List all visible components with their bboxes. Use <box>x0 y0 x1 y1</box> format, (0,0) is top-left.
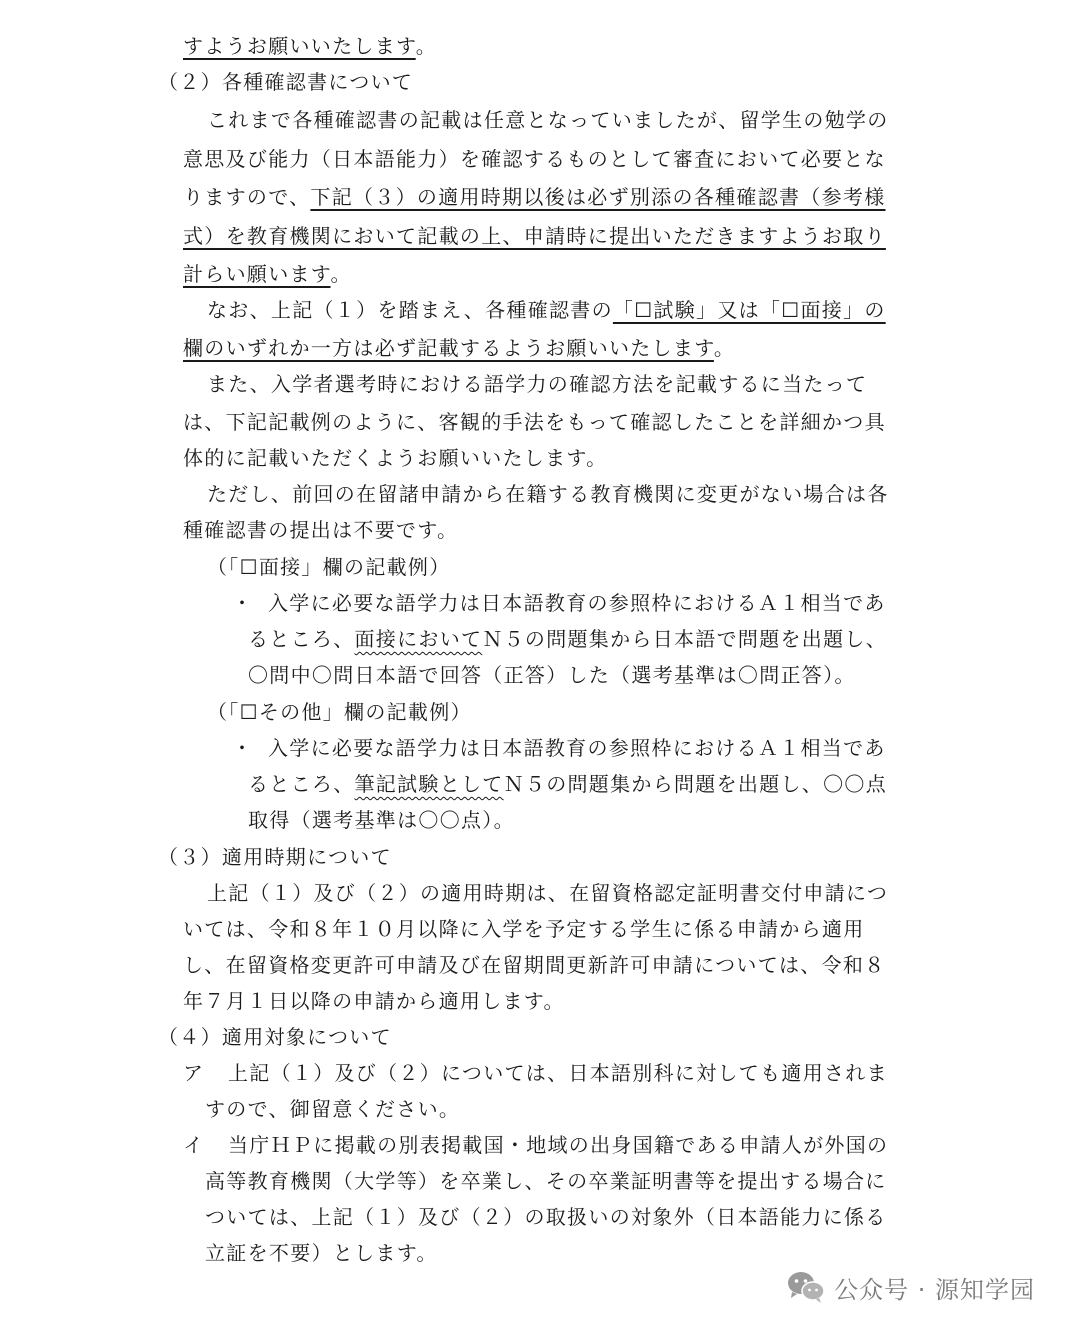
text-line: 意思及び能力（日本語能力）を確認するものとして審査において必要とな <box>183 147 886 171</box>
text-line: 入学に必要な語学力は日本語教育の参照枠におけるＡ１相当であ <box>268 736 886 760</box>
watermark <box>786 1265 1035 1309</box>
section-heading-2: （２）各種確認書について <box>158 70 414 94</box>
wavy-underlined-text: 筆記試験として <box>354 772 504 796</box>
underlined-text: すようお願いいたします <box>183 34 416 58</box>
text-line: いては、令和８年１０月以降に入学を予定する学生に係る申請から適用 <box>183 917 865 941</box>
bullet: ・ <box>232 736 254 760</box>
item-marker-a: ア <box>183 1061 205 1085</box>
text-line: ただし、前回の在留諸申請から在籍する教育機関に変更がない場合は各 <box>207 482 889 506</box>
example-heading-other: （「☐その他」欄の記載例） <box>207 700 472 724</box>
text-line: 欄のいずれか一方は必ず記載するようお願いいたします。 <box>183 336 736 360</box>
item-marker-i: イ <box>183 1133 205 1157</box>
text-line: また、入学者選考時における語学力の確認方法を記載するに当たって <box>207 372 868 396</box>
text-line <box>183 224 886 248</box>
text-line: 立証を不要）とします。 <box>205 1241 438 1265</box>
text-line: るところ、面接においてＮ５の問題集から日本語で問題を出題し、 <box>248 627 888 651</box>
text-line: 取得（選考基準は〇〇点）。 <box>248 808 515 832</box>
text-line: すようお願いいたします。 <box>183 34 438 58</box>
underlined-text: 下記（３）の適用時期以後は必ず別添の各種確認書（参考様 <box>310 185 886 209</box>
text-line: 当庁ＨＰに掲載の別表掲載国・地域の出身国籍である申請人が外国の <box>228 1133 889 1157</box>
text-line: 入学に必要な語学力は日本語教育の参照枠におけるＡ１相当であ <box>268 591 886 615</box>
text-line: 種確認書の提出は不要です。 <box>183 518 459 542</box>
text-line: るところ、筆記試験としてＮ５の問題集から問題を出題し、〇〇点 <box>248 772 888 796</box>
section-heading-4: （４）適用対象について <box>158 1025 392 1049</box>
underlined-text: 式）を教育機関において記載の上、申請時に提出いただきますようお取り <box>183 224 886 248</box>
text-line: 上記（１）及び（２）については、日本語別科に対しても適用されま <box>228 1061 888 1085</box>
text-line: なお、上記（１）を踏まえ、各種確認書の「☐試験」又は「☐面接」の <box>207 298 886 322</box>
text-line: りますので、下記（３）の適用時期以後は必ず別添の各種確認書（参考様 <box>183 185 886 209</box>
text-line: 年７月１日以降の申請から適用します。 <box>183 989 565 1013</box>
text-line: し、在留資格変更許可申請及び在留期間更新許可申請については、令和８ <box>183 953 886 977</box>
underlined-text: 計らい願います <box>183 262 331 286</box>
text-line: すので、御留意ください。 <box>205 1097 461 1121</box>
text-line: 体的に記載いただくようお願いいたします。 <box>183 446 608 470</box>
underlined-text: 欄のいずれか一方は必ず記載するようお願いいたします <box>183 336 714 360</box>
text-line: 〇問中〇問日本語で回答（正答）した（選考基準は〇問正答）。 <box>248 663 856 687</box>
text-line: 上記（１）及び（２）の適用時期は、在留資格認定証明書交付申請につ <box>207 881 889 905</box>
section-heading-3: （３）適用時期について <box>158 845 392 869</box>
watermark-text: 公众号 · 源知学园 <box>834 1275 1035 1304</box>
underlined-text: 「☐試験」又は「☐面接」の <box>612 298 886 322</box>
wavy-underlined-text: 面接において <box>354 627 483 651</box>
text-line: ついては、上記（１）及び（２）の取扱いの対象外（日本語能力に係る <box>205 1205 887 1229</box>
wechat-icon <box>786 1270 826 1304</box>
text-line: 高等教育機関（大学等）を卒業し、その卒業証明書等を提出する場合に <box>205 1169 887 1193</box>
text-line: は、下記記載例のように、客観的手法をもって確認したことを詳細かつ具 <box>183 410 886 434</box>
text-line: これまで各種確認書の記載は任意となっていましたが、留学生の勉学の <box>207 108 889 132</box>
example-heading-interview: （「☐面接」欄の記載例） <box>207 555 451 579</box>
text-line: 計らい願います。 <box>183 262 352 286</box>
bullet: ・ <box>232 591 254 615</box>
